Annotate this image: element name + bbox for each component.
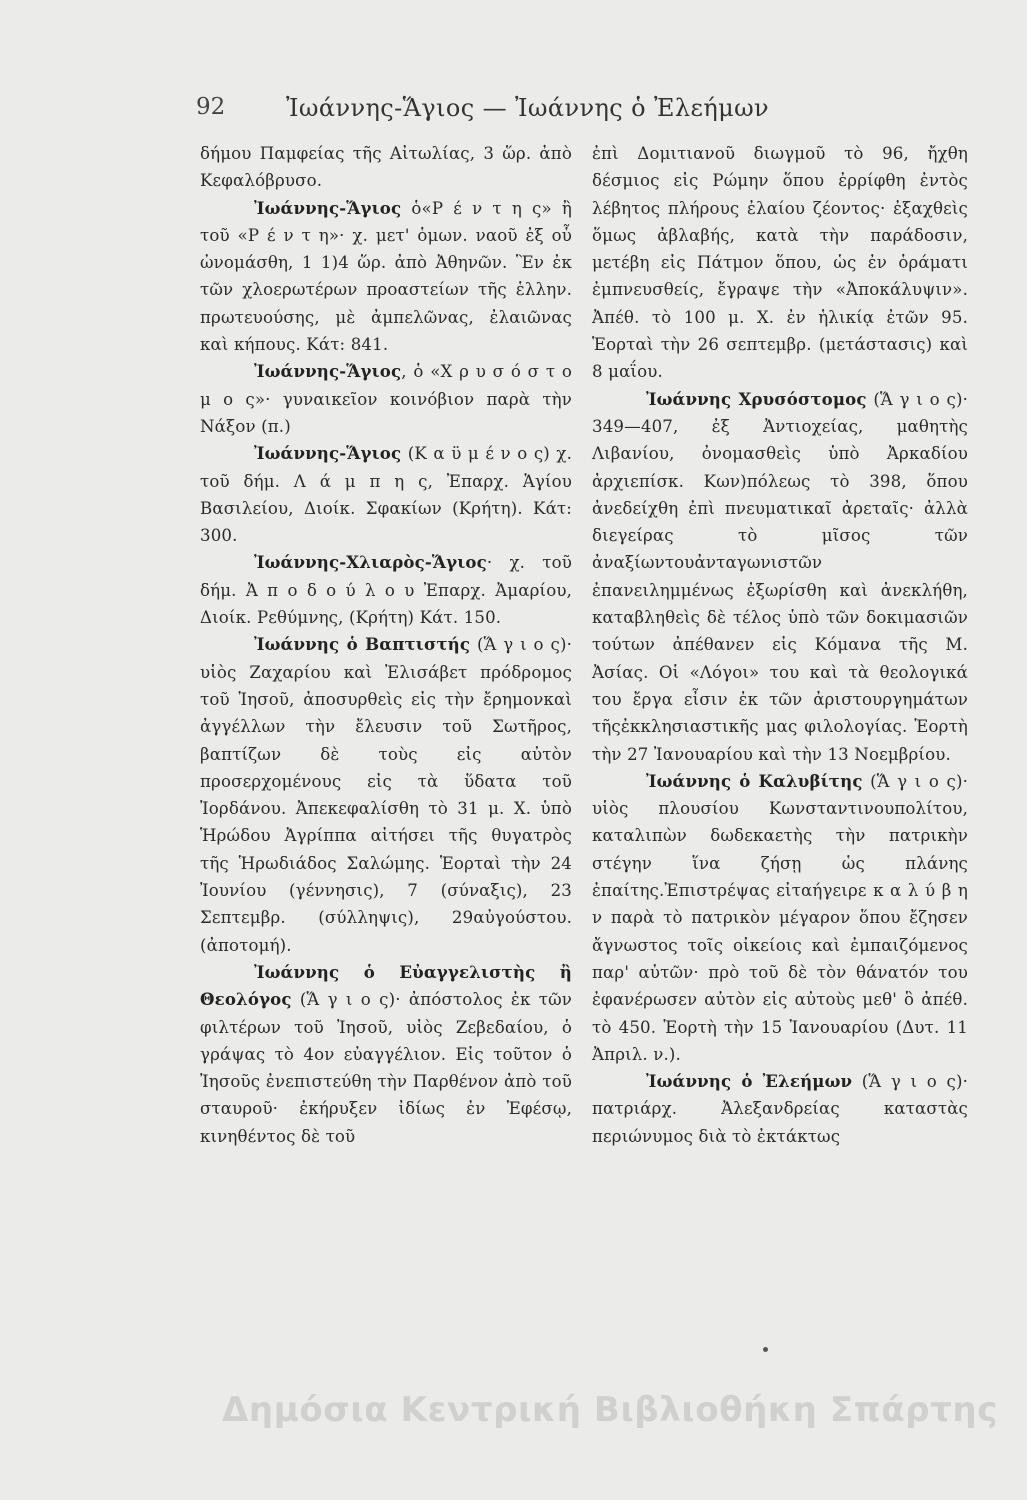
library-watermark: Δημόσια Κεντρική Βιβλιοθήκη Σπάρτης: [222, 1390, 998, 1430]
entry-ioannis-chliaros: [200, 549, 572, 631]
entry-text: , ὁ «Χ ρ υ σ ό σ τ ο μ ο ς»· γυναικεῖον κοινόβιον παρὰ τὴν Νάξον (π.): [200, 362, 572, 436]
entry-ioannis-rentis: [200, 195, 572, 359]
entry-headword: Ἰωάννης ὁ Καλυβίτης: [646, 770, 863, 791]
entry-text: (Ἅ γ ι ο ς)· υἱὸς πλουσίου Κωνσταντινουπολίτου, καταλιπὼν δωδεκαετὴς τὴν πατρικὴν στέγην ἵνα ζήσῃ ὡς πλάνης ἐπαίτης.Ἐπιστρέψας εἰταήγειρε κ α λ ύ β η ν παρὰ τὸ πατρικὸν μέγαρον ὅπου ἔζησεν ἄγνωστος τοῖς οἰκείοις καὶ ἐμπαιζόμενος παρ' αὐτῶν· πρὸ τοῦ δὲ τὸν θάνατόν του ἐφανέρωσεν αὐτὸν εἰς αὐτοὺς μεθ' ὃ ἀπέθ. τὸ 450. Ἑορτὴ τὴν 15 Ἰανουαρίου (Δυτ. 11 Ἀπριλ. ν.).: [592, 771, 968, 1064]
entry-ioannis-kaymenos: [200, 440, 572, 549]
entry-ioannis-baptistis: [200, 631, 572, 959]
entry-headword: Ἰωάννης ὁ Εὐαγγελιστὴς ἢ Θεολόγος: [200, 961, 572, 1010]
entry-text: (Ἅ γ ι ο ς)· πατριάρχ. Ἀλεξανδρείας καταστὰς περιώνυμος διὰ τὸ ἐκτάκτως: [592, 1072, 969, 1146]
entry-headword: Ἰωάννης ὁ Ἐλεήμων: [646, 1071, 853, 1092]
running-head: [196, 94, 866, 128]
entry-text: (Ἅ γ ι ο ς)· 349—407, ἐξ Ἀντιοχείας, μαθητὴς Λιβανίου, ὀνομασθεὶς ὑπὸ Ἀρκαδίου ἀρχιεπίσκ. Κων)πόλεως τὸ 398, ὅπου ἀνεδείχθη ἐπὶ πνευματικαῖ ἀρεταῖς· ἀλλὰ διεγείρας τὸ μῖσος τῶν ἀναξίωντουἀνταγωνιστῶν ἐπανειλημμένως ἐξωρίσθη καὶ ἀνεκλήθη, καταβληθεὶς δὲ τέλος ὑπὸ τῶν δοκιμασιῶν τούτων ἀπέθανεν εἰς Κόμανα τῆς Μ. Ἀσίας. Οἱ «Λόγοι» του καὶ τὰ θεολογικά του ἔργα εἶσιν ἐκ τῶν ἀριστουργημάτων τῆςἐκκλησιαστικῆς μας φιλολογίας. Ἑορτὴ τὴν 27 Ἰανουαρίου καὶ τὴν 13 Νοεμβρίου.: [592, 389, 969, 764]
entry-headword: Ἰωάννης-Χλιαρὸς-Ἅγιος: [254, 552, 487, 573]
entry-ioannis-eleimon: [592, 1068, 968, 1150]
entry-text: · χ. τοῦ δήμ. Ἀ π ο δ ο ύ λ ο υ Ἐπαρχ. Ἀμαρίου, Διοίκ. Ρεθύμνης, (Κρήτη) Κάτ. 150.: [200, 553, 572, 628]
entry-text: ἐπὶ Δομιτιανοῦ διωγμοῦ τὸ 96, ἤχθη δέσμιος εἰς Ρώμην ὅπου ἐρρίφθη ἐντὸς λέβητος πλήρους ἐλαίου ζέοντος· ἐξαχθεὶς ὅμως ἀβλαβής, κατὰ τὴν παράδοσιν, μετέβη εἰς Πάτμον ὅπου, ὡς ἐν ὁράματι ἐμπνευσθείς, ἔγραψε τὴν «Ἀποκάλυψιν». Ἀπέθ. τὸ 100 μ. Χ. ἐν ἡλικίᾳ ἐτῶν 95. Ἑορταὶ τὴν 26 σεπτεμβρ. (μετάστασις) καὶ 8 μαΐου.: [592, 144, 968, 382]
entry-ioannis-chrysostomos-naxos: [200, 358, 572, 440]
entry-continuation: [200, 140, 572, 195]
entry-ioannis-evangelistis: [200, 959, 572, 1150]
entry-headword: Ἰωάννης Χρυσόστομος: [646, 388, 867, 409]
entry-continuation: [592, 140, 968, 386]
ink-dot: [763, 1347, 768, 1352]
entry-headword: Ἰωάννης-Ἅγιος: [254, 443, 402, 464]
page-number: 92: [196, 94, 226, 120]
entry-text: (Κ α ϋ μ έ ν ο ς) χ. τοῦ δήμ. Λ ά μ π η ς, Ἐπαρχ. Ἁγίου Βασιλείου, Διοίκ. Σφακίων (Κρήτη). Κάτ: 300.: [200, 444, 572, 546]
entry-ioannis-kalyvitis: [592, 768, 968, 1068]
entry-headword: Ἰωάννης ὁ Βαπτιστής: [254, 634, 471, 655]
entry-text: δήμου Παμφείας τῆς Αἰτωλίας, 3 ὥρ. ἀπὸ Κεφαλόβρυσο.: [200, 144, 572, 191]
right-column: [592, 140, 968, 1150]
entry-ioannis-chrysostomos: [592, 386, 968, 768]
entry-text: ὁ«Ρ έ ν τ η ς» ἢ τοῦ «Ρ έ ν τ η»· χ. μετ' ὁμων. ναοῦ ἐξ οὗ ὠνομάσθη, 1 1)4 ὥρ. ἀπὸ Ἀθηνῶν. Ἓν ἐκ τῶν χλοερωτέρων προαστείων τῆς ἑλλην. πρωτευούσης, μὲ ἀμπελῶνας, ἐλαιῶνας καὶ κήπους. Κάτ: 841.: [200, 198, 572, 355]
left-column: [200, 140, 572, 1150]
entry-headword: Ἰωάννης-Ἅγιος: [254, 197, 402, 218]
running-title: Ἰωάννης-Ἅγιος — Ἰωάννης ὁ Ἐλεήμων: [286, 94, 770, 122]
entry-headword: Ἰωάννης-Ἅγιος: [254, 361, 402, 382]
entry-text: (Ἅ γ ι ο ς)· υἱὸς Ζαχαρίου καὶ Ἐλισάβετ πρόδρομος τοῦ Ἰησοῦ, ἀποσυρθεὶς εἰς τὴν ἔρημονκαὶ ἀγγέλλων τὴν ἔλευσιν τοῦ Σωτῆρος, βαπτίζων δὲ τοὺς εἰς αὐτὸν προσερχομένους εἰς τὰ ὕδατα τοῦ Ἰορδάνου. Ἀπεκεφαλίσθη τὸ 31 μ. Χ. ὑπὸ Ἡρώδου Ἀγρίππα αἰτήσει τῆς θυγατρὸς τῆς Ἡρωδιάδος Σαλώμης. Ἑορταὶ τὴν 24 Ἰουνίου (γέννησις), 7 (σύναξις), 23 Σεπτεμβρ. (σύλληψις), 29αὐγούστου. (ἀποτομή).: [200, 635, 573, 955]
entry-text: (Ἅ γ ι ο ς)· ἀπόστολος ἐκ τῶν φιλτέρων τοῦ Ἰησοῦ, υἱὸς Ζεβεδαίου, ὁ γράψας τὸ 4ον εὐαγγέλιον. Εἰς τοῦτον ὁ Ἰησοῦς ἐνεπιστεύθη τὴν Παρθένον ἀπὸ τοῦ σταυροῦ· ἐκήρυξεν ἰδίως ἐν Ἐφέσῳ, κινηθέντος δὲ τοῦ: [200, 990, 572, 1146]
